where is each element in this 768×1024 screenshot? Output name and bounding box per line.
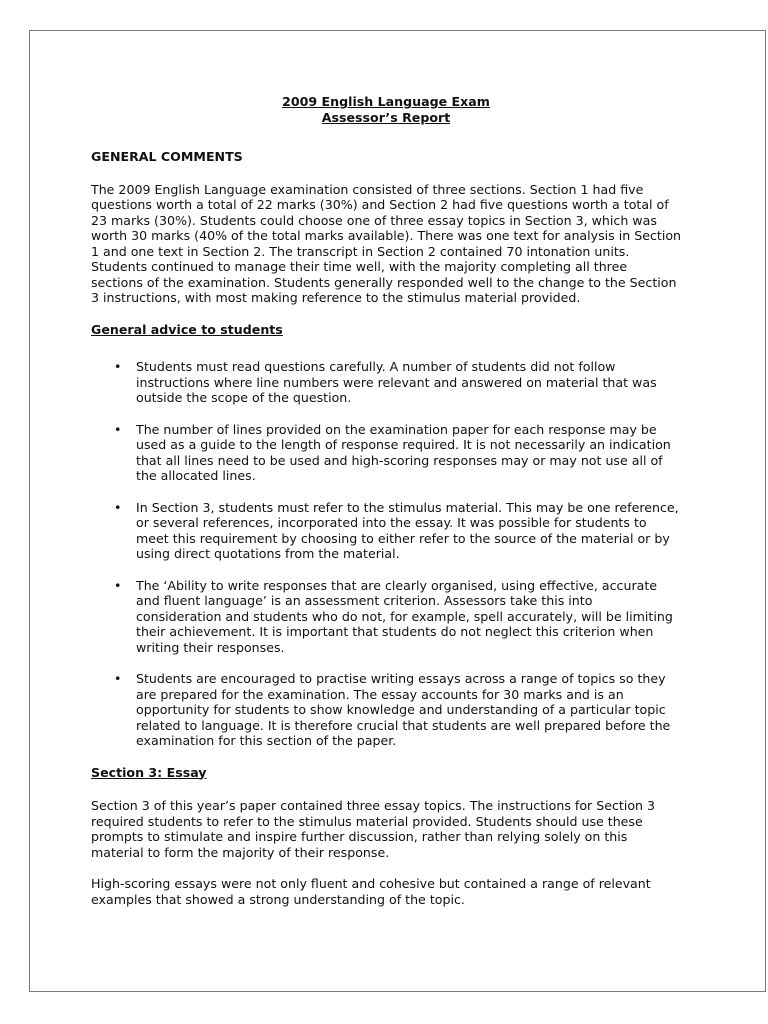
advice-list	[91, 359, 681, 749]
advice-item-text: The ‘Ability to write responses that are clearly organised, using effective, accurate and fluent language’ is an assessment criterion. Assessors take this into consideration and students who do not, for example, spell accurately, will be limiting their achievement. It is important that students do not neglect this criterion when writing their responses.	[136, 577, 673, 655]
advice-item-text: The number of lines provided on the examination paper for each response may be used as a guide to the length of response required. It is not necessarily an indication that all lines need to be used and high-scoring responses may or may not use all of the allocated lines.	[136, 421, 671, 483]
general-advice-heading: General advice to students	[91, 321, 283, 337]
bullet-icon: •	[114, 671, 122, 686]
title-line-2: Assessor’s Report	[321, 109, 451, 125]
bullet-icon: •	[114, 359, 122, 374]
advice-item	[91, 578, 681, 656]
document-title	[91, 94, 681, 125]
advice-item-text: In Section 3, students must refer to the stimulus material. This may be one reference, or several references, incorporated into the essay. It was possible for students to meet this requirement by choosing to either refer to the source of the material or by using direct quotations from the material.	[136, 499, 679, 561]
advice-item	[91, 422, 681, 484]
advice-item-text: Students must read questions carefully. A number of students did not follow instructions where line numbers were relevant and answered on material that was outside the scope of the question.	[136, 359, 657, 405]
bullet-icon: •	[114, 577, 122, 593]
section3-paragraph: Section 3 of this year’s paper contained three essay topics. The instructions for Section 3 required students to refer to the stimulus material provided. Students should use these prompts to stimulate and inspire further discussion, rather than relying solely on this material to form the majority of their response.	[91, 798, 656, 860]
document-body	[91, 94, 681, 923]
section3-paragraph: High-scoring essays were not only fluent and cohesive but contained a range of relevant examples that showed a strong understanding of the topic.	[91, 876, 651, 907]
bullet-icon: •	[114, 499, 122, 515]
advice-item	[91, 359, 681, 406]
general-comments-paragraph: The 2009 English Language examination consisted of three sections. Section 1 had five questions worth a total of 22 marks (30%) and Section 2 had five questions worth a total of 23 marks (30%). Students could choose one of three essay topics in Section 3, which was worth 30 marks (40% of the total marks available). There was one text for analysis in Section 1 and one text in Section 2. The transcript in Section 2 contained 70 intonation units. Students continued to manage their time well, with the majority completing all three sections of the examination. Students generally responded well to the change to the Section 3 instructions, with most making reference to the stimulus material provided.	[91, 181, 681, 305]
bullet-icon: •	[114, 421, 122, 437]
title-line-1: 2009 English Language Exam	[282, 94, 490, 109]
advice-item	[91, 671, 681, 749]
section3-heading: Section 3: Essay	[91, 764, 207, 780]
advice-item	[91, 500, 681, 562]
advice-item-text: Students are encouraged to practise writing essays across a range of topics so they are prepared for the examination. The essay accounts for 30 marks and is an opportunity for students to show knowledge and understanding of a particular topic related to language. It is therefore crucial that students are well prepared before the examination for this section of the paper.	[136, 671, 671, 748]
general-comments-heading: GENERAL COMMENTS	[91, 149, 243, 164]
